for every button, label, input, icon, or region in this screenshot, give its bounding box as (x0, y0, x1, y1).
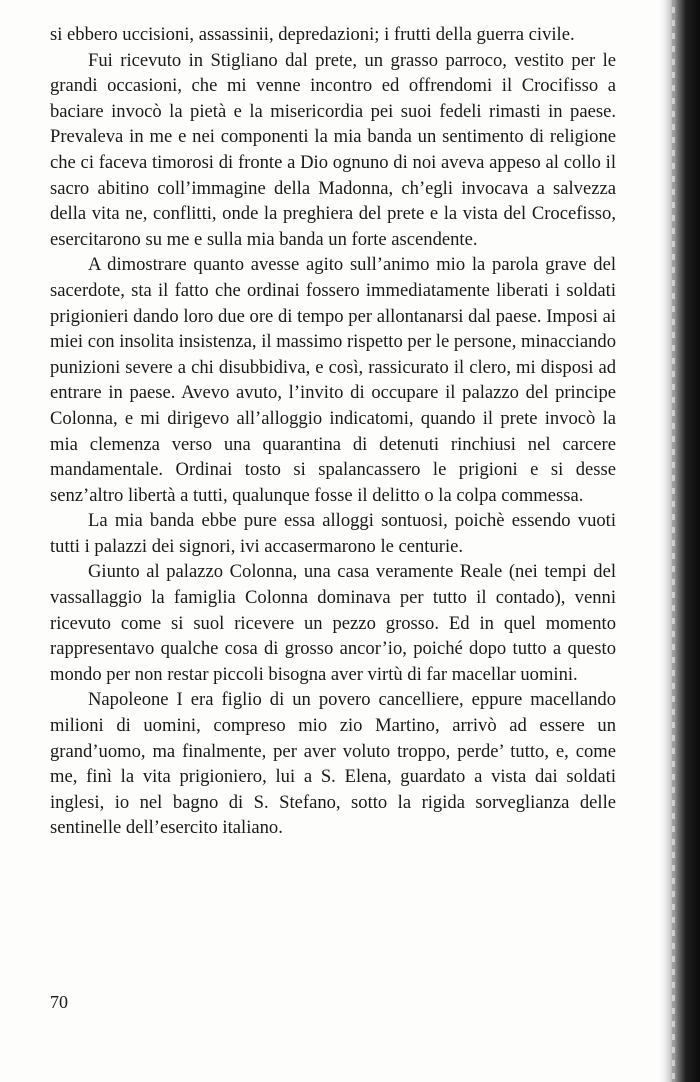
body-text (50, 22, 616, 841)
paragraph-stigliano: Fui ricevuto in Stigliano dal prete, un grasso parroco, vestito per le grandi occasioni, che mi venne incontro ed offrendomi il Crocifisso a baciare invocò la pietà e la misericordia pei suoi fedeli rimasti in paese. Prevaleva in me e nei componenti la mia banda un sentimento di religione che ci faceva timorosi di fronte a Dio ognuno di noi aveva appeso al collo il sacro abitino coll’immagine della Madonna, ch’egli invocava a salvezza della vita ne, conflitti, onde la preghiera del prete e la vista del Crocefisso, esercitarono su me e sulla mia banda un forte ascendente. (50, 49, 616, 250)
page-number: 70 (50, 992, 68, 1012)
paragraph-napoleone: Napoleone I era figlio di un povero cancelliere, eppure macellando milioni di uomini, compreso mio zio Martino, arrivò ad essere un grand’uomo, ma finalmente, per aver voluto troppo, perde’ tutto, e, come me, finì la vita prigioniero, lui a S. Elena, guardato a vista dai soldati inglesi, io nel bagno di S. Stefano, sotto la rigida sorveglianza delle sentinelle dell’esercito italiano. (50, 689, 616, 839)
paragraph-prisoners: A dimostrare quanto avesse agito sull’animo mio la parola grave del sacerdote, sta il fatto che ordinai fossero immediatamente liberati i soldati prigionieri dando loro due ore di tempo per allontanarsi dal paese. Imposi ai miei con insolita insistenza, il massimo rispetto per le persone, minacciando punizioni severe a chi disubbidiva, e così, rassicurato il clero, mi disposi ad entrare in paese. Avevo avuto, l’invito di occupare il palazzo del principe Colonna, e mi dirigevo all’alloggio indicatomi, quando il prete invocò la mia clemenza verso una quarantina di detenuti rinchiusi nel carcere mandamentale. Ordinai tosto si spalancassero le prigioni e si desse senz’altro libertà a tutti, qualunque fosse il delitto o la colpa commessa. (50, 254, 616, 506)
paragraph-lodging: La mia banda ebbe pure essa alloggi sontuosi, poichè essendo vuoti tutti i palazzi dei signori, ivi accasermarono le centurie. (50, 510, 616, 557)
paragraph-continuation: si ebbero uccisioni, assassinii, depredazioni; i frutti della guerra civile. (50, 24, 575, 45)
paragraph-palazzo-colonna: Giunto al palazzo Colonna, una casa veramente Reale (nei tempi del vassallaggio la famiglia Colonna dominava per tutto il contado), venni ricevuto come si suol ricevere un pezzo grosso. Ed in quel momento rappresentavo qualche cosa di grosso ancor’io, poiché dopo tutto a questo mondo per non restar piccoli bisogna aver virtù di far macellar uomini. (50, 561, 616, 685)
binding-edge-shadow (658, 0, 700, 1082)
